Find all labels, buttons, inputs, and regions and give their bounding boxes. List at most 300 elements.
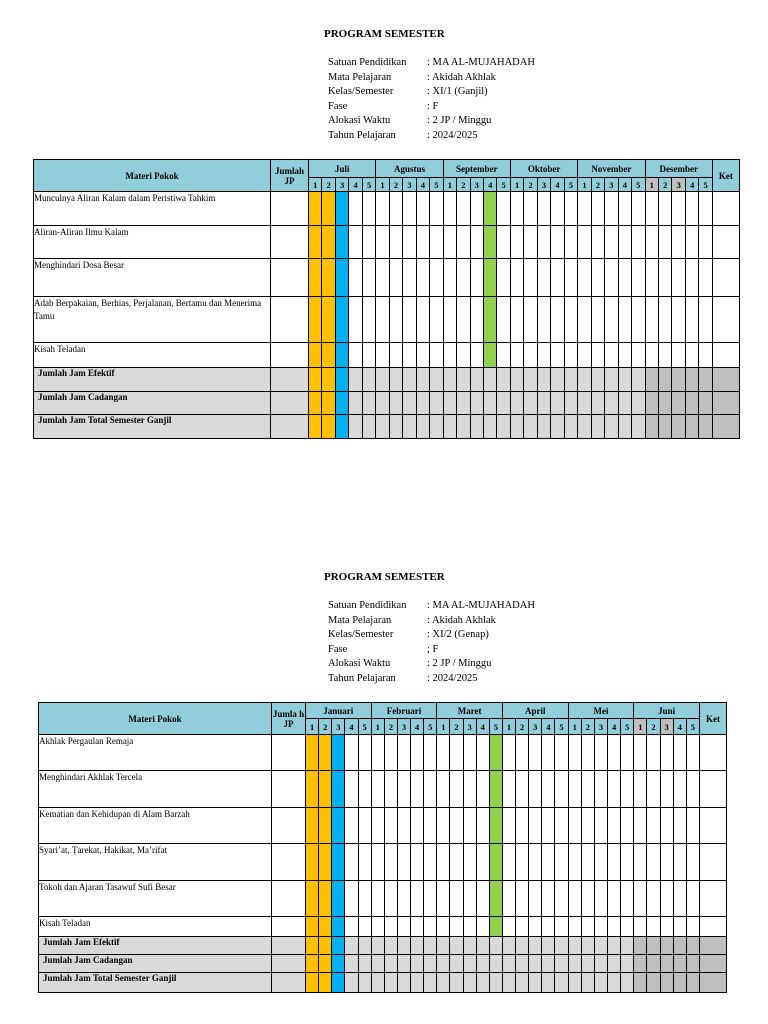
- week-cell: [484, 259, 497, 297]
- week-cell: [389, 297, 402, 343]
- week-cell: [322, 343, 335, 368]
- jp-cell: [272, 844, 306, 881]
- week-cell: [484, 192, 497, 226]
- week-cell: [502, 771, 515, 808]
- info-label: Mata Pelajaran: [328, 71, 392, 83]
- week-cell: [618, 297, 631, 343]
- week-number: 5: [424, 719, 437, 735]
- week-cell: [524, 297, 537, 343]
- week-cell: [594, 937, 607, 955]
- week-cell: [564, 415, 578, 439]
- week-cell: [686, 771, 699, 808]
- week-cell: [376, 415, 389, 439]
- page1-info: [328, 56, 535, 143]
- week-cell: [335, 259, 348, 297]
- week-cell: [686, 955, 699, 973]
- week-cell: [397, 844, 410, 881]
- week-number: 3: [397, 719, 410, 735]
- week-cell: [673, 881, 686, 917]
- summary-label: Jumlah Jam Total Semester Ganjil: [34, 415, 271, 439]
- week-cell: [660, 808, 673, 844]
- week-cell: [411, 973, 424, 993]
- week-number: 5: [686, 719, 699, 735]
- week-cell: [463, 937, 476, 955]
- week-cell: [645, 226, 658, 259]
- week-number: 1: [437, 719, 450, 735]
- week-cell: [542, 808, 555, 844]
- week-cell: [349, 415, 362, 439]
- week-cell: [647, 808, 660, 844]
- week-cell: [309, 226, 322, 259]
- week-cell: [564, 343, 578, 368]
- week-cell: [621, 844, 634, 881]
- week-cell: [660, 881, 673, 917]
- table-row: [34, 297, 740, 343]
- week-cell: [309, 259, 322, 297]
- week-cell: [322, 259, 335, 297]
- jp-cell: [271, 392, 309, 415]
- week-cell: [581, 973, 594, 993]
- jumlah-jp-header: Jumla h JP: [272, 703, 306, 735]
- jp-cell: [272, 771, 306, 808]
- week-cell: [537, 226, 550, 259]
- week-cell: [437, 917, 450, 937]
- week-cell: [686, 844, 699, 881]
- week-number: 2: [322, 178, 335, 192]
- week-cell: [542, 955, 555, 973]
- week-cell: [389, 226, 402, 259]
- info-label: Kelas/Semester: [328, 629, 394, 640]
- week-cell: [349, 192, 362, 226]
- week-cell: [376, 368, 389, 392]
- week-cell: [371, 735, 384, 771]
- week-number: 1: [634, 719, 647, 735]
- summary-row: [34, 392, 740, 415]
- week-cell: [416, 259, 429, 297]
- week-cell: [659, 192, 672, 226]
- week-cell: [699, 297, 712, 343]
- week-cell: [685, 192, 698, 226]
- week-cell: [457, 343, 470, 368]
- week-cell: [335, 192, 348, 226]
- week-cell: [319, 771, 332, 808]
- week-cell: [319, 955, 332, 973]
- week-cell: [335, 368, 348, 392]
- info-value: : 2024/2025: [427, 129, 478, 141]
- week-number: 2: [581, 719, 594, 735]
- week-cell: [660, 973, 673, 993]
- week-number: 2: [450, 719, 463, 735]
- week-cell: [497, 226, 510, 259]
- week-cell: [403, 297, 416, 343]
- week-cell: [489, 844, 502, 881]
- week-cell: [608, 771, 621, 808]
- week-number: 1: [443, 178, 456, 192]
- week-cell: [335, 343, 348, 368]
- materi-cell: Akhlak Pergaulan Remaja: [39, 735, 272, 771]
- page1-title: PROGRAM SEMESTER: [324, 28, 445, 40]
- week-cell: [542, 917, 555, 937]
- week-cell: [362, 297, 376, 343]
- info-row: [328, 85, 535, 100]
- week-cell: [632, 226, 646, 259]
- week-cell: [564, 192, 578, 226]
- week-cell: [555, 917, 568, 937]
- week-cell: [349, 226, 362, 259]
- week-cell: [463, 844, 476, 881]
- ket-cell: [712, 259, 739, 297]
- week-cell: [634, 808, 647, 844]
- week-cell: [371, 937, 384, 955]
- week-cell: [322, 297, 335, 343]
- week-cell: [450, 844, 463, 881]
- week-cell: [430, 368, 444, 392]
- week-cell: [537, 392, 550, 415]
- week-cell: [345, 735, 358, 771]
- info-label: Satuan Pendidikan: [328, 600, 407, 611]
- week-cell: [332, 771, 345, 808]
- week-cell: [537, 259, 550, 297]
- week-cell: [335, 392, 348, 415]
- week-cell: [645, 192, 658, 226]
- week-number: 4: [416, 178, 429, 192]
- week-cell: [306, 917, 319, 937]
- week-cell: [322, 415, 335, 439]
- week-cell: [371, 844, 384, 881]
- week-cell: [437, 881, 450, 917]
- week-cell: [309, 343, 322, 368]
- week-cell: [510, 259, 523, 297]
- week-cell: [497, 368, 510, 392]
- jp-cell: [271, 368, 309, 392]
- table-row: [39, 844, 727, 881]
- week-cell: [437, 771, 450, 808]
- info-value: : MA AL-MUJAHADAH: [427, 57, 535, 68]
- week-cell: [510, 192, 523, 226]
- ket-cell: [699, 844, 726, 881]
- week-cell: [416, 192, 429, 226]
- week-cell: [645, 343, 658, 368]
- week-cell: [524, 368, 537, 392]
- week-cell: [371, 973, 384, 993]
- jp-cell: [272, 917, 306, 937]
- week-cell: [660, 955, 673, 973]
- week-cell: [673, 735, 686, 771]
- info-value: : Akidah Akhlak: [427, 614, 496, 626]
- info-row: [328, 657, 535, 672]
- week-cell: [699, 368, 712, 392]
- week-number: 3: [660, 719, 673, 735]
- week-cell: [443, 192, 456, 226]
- week-cell: [645, 259, 658, 297]
- ket-cell: [699, 771, 726, 808]
- month-header: Agustus: [376, 160, 443, 178]
- week-cell: [411, 808, 424, 844]
- info-value: : XI/2 (Genap): [427, 629, 489, 640]
- week-cell: [659, 368, 672, 392]
- week-number: 3: [672, 178, 685, 192]
- week-cell: [699, 259, 712, 297]
- info-value: : XI/1 (Ganjil): [427, 86, 488, 97]
- summary-label: Jumlah Jam Total Semester Ganjil: [39, 973, 272, 993]
- week-cell: [332, 937, 345, 955]
- week-cell: [309, 192, 322, 226]
- week-cell: [424, 881, 437, 917]
- week-cell: [416, 392, 429, 415]
- week-cell: [502, 844, 515, 881]
- week-cell: [502, 973, 515, 993]
- week-cell: [489, 917, 502, 937]
- week-cell: [634, 881, 647, 917]
- week-number: 4: [349, 178, 362, 192]
- materi-cell: Menghindari Dosa Besar: [34, 259, 271, 297]
- week-cell: [349, 259, 362, 297]
- week-cell: [358, 735, 371, 771]
- week-cell: [319, 844, 332, 881]
- jp-cell: [271, 226, 309, 259]
- week-cell: [594, 917, 607, 937]
- week-cell: [686, 917, 699, 937]
- ket-cell: [712, 226, 739, 259]
- week-cell: [542, 844, 555, 881]
- week-cell: [358, 808, 371, 844]
- week-cell: [673, 808, 686, 844]
- week-cell: [634, 937, 647, 955]
- week-cell: [450, 771, 463, 808]
- week-cell: [568, 917, 581, 937]
- ket-cell: [699, 808, 726, 844]
- week-cell: [470, 259, 483, 297]
- materi-pokok-header: Materi Pokok: [34, 160, 271, 192]
- week-number: 5: [555, 719, 568, 735]
- week-number: 3: [605, 178, 618, 192]
- week-cell: [319, 881, 332, 917]
- week-cell: [345, 844, 358, 881]
- week-cell: [443, 392, 456, 415]
- week-cell: [397, 937, 410, 955]
- jp-cell: [272, 937, 306, 955]
- week-cell: [430, 226, 444, 259]
- week-cell: [537, 343, 550, 368]
- week-cell: [524, 415, 537, 439]
- week-cell: [568, 735, 581, 771]
- table-row: [39, 735, 727, 771]
- week-cell: [673, 844, 686, 881]
- week-cell: [335, 297, 348, 343]
- week-cell: [660, 937, 673, 955]
- week-cell: [345, 771, 358, 808]
- week-cell: [376, 226, 389, 259]
- week-cell: [632, 297, 646, 343]
- week-cell: [376, 343, 389, 368]
- week-cell: [510, 368, 523, 392]
- week-cell: [322, 368, 335, 392]
- week-cell: [578, 297, 591, 343]
- week-number: 1: [645, 178, 658, 192]
- week-cell: [403, 392, 416, 415]
- week-cell: [672, 343, 685, 368]
- week-cell: [424, 917, 437, 937]
- week-cell: [332, 917, 345, 937]
- week-number: 5: [699, 178, 712, 192]
- week-cell: [349, 392, 362, 415]
- week-cell: [608, 955, 621, 973]
- week-cell: [476, 771, 489, 808]
- week-cell: [516, 735, 529, 771]
- week-cell: [306, 955, 319, 973]
- week-number: 4: [673, 719, 686, 735]
- week-cell: [306, 937, 319, 955]
- month-header: Februari: [371, 703, 437, 719]
- week-cell: [322, 392, 335, 415]
- week-cell: [384, 937, 397, 955]
- week-cell: [578, 259, 591, 297]
- week-number: 4: [484, 178, 497, 192]
- week-cell: [502, 735, 515, 771]
- week-cell: [660, 844, 673, 881]
- week-cell: [403, 226, 416, 259]
- week-cell: [416, 297, 429, 343]
- week-cell: [411, 955, 424, 973]
- week-cell: [443, 415, 456, 439]
- week-cell: [437, 735, 450, 771]
- week-cell: [457, 392, 470, 415]
- week-cell: [397, 955, 410, 973]
- week-cell: [647, 735, 660, 771]
- week-cell: [542, 881, 555, 917]
- info-label: Fase: [328, 100, 348, 112]
- week-number: 3: [537, 178, 550, 192]
- week-number: 2: [457, 178, 470, 192]
- week-cell: [529, 881, 542, 917]
- month-header: September: [443, 160, 510, 178]
- week-cell: [608, 844, 621, 881]
- week-cell: [555, 881, 568, 917]
- week-number: 5: [497, 178, 510, 192]
- ket-cell: [699, 735, 726, 771]
- week-cell: [306, 735, 319, 771]
- week-cell: [555, 937, 568, 955]
- jp-cell: [272, 881, 306, 917]
- week-cell: [537, 192, 550, 226]
- week-cell: [332, 808, 345, 844]
- week-cell: [463, 955, 476, 973]
- week-cell: [384, 955, 397, 973]
- info-row: [328, 100, 535, 115]
- info-value: : F: [427, 100, 439, 112]
- week-cell: [542, 771, 555, 808]
- week-cell: [672, 259, 685, 297]
- week-cell: [403, 192, 416, 226]
- info-row: [328, 643, 535, 658]
- week-cell: [578, 226, 591, 259]
- week-cell: [309, 415, 322, 439]
- week-cell: [424, 955, 437, 973]
- summary-row: [34, 368, 740, 392]
- week-cell: [470, 297, 483, 343]
- week-cell: [608, 735, 621, 771]
- ket-cell: [712, 192, 739, 226]
- ket-cell: [712, 415, 739, 439]
- week-cell: [632, 259, 646, 297]
- week-cell: [621, 808, 634, 844]
- week-cell: [529, 808, 542, 844]
- week-cell: [319, 735, 332, 771]
- week-cell: [389, 415, 402, 439]
- week-cell: [660, 917, 673, 937]
- week-cell: [685, 226, 698, 259]
- week-cell: [686, 735, 699, 771]
- week-cell: [686, 808, 699, 844]
- info-row: [328, 71, 535, 86]
- week-cell: [463, 917, 476, 937]
- page2-title: PROGRAM SEMESTER: [324, 571, 445, 583]
- week-cell: [476, 844, 489, 881]
- week-cell: [345, 937, 358, 955]
- week-number: 3: [594, 719, 607, 735]
- info-row: [328, 672, 535, 687]
- materi-cell: Kisah Teladan: [34, 343, 271, 368]
- info-row: [328, 114, 535, 129]
- jp-cell: [272, 955, 306, 973]
- week-cell: [605, 343, 618, 368]
- week-cell: [605, 192, 618, 226]
- table-row: [39, 808, 727, 844]
- week-cell: [470, 368, 483, 392]
- week-cell: [319, 917, 332, 937]
- ket-cell: [712, 343, 739, 368]
- week-cell: [376, 259, 389, 297]
- week-cell: [502, 881, 515, 917]
- week-cell: [555, 808, 568, 844]
- table-row: [34, 192, 740, 226]
- week-cell: [358, 771, 371, 808]
- summary-row: [39, 973, 727, 993]
- ket-header: Ket: [699, 703, 726, 735]
- month-header: November: [578, 160, 645, 178]
- info-label: Alokasi Waktu: [328, 658, 391, 669]
- week-cell: [568, 955, 581, 973]
- week-cell: [621, 917, 634, 937]
- week-cell: [345, 808, 358, 844]
- week-cell: [632, 192, 646, 226]
- week-cell: [437, 808, 450, 844]
- week-cell: [450, 955, 463, 973]
- week-cell: [389, 343, 402, 368]
- week-cell: [659, 259, 672, 297]
- week-cell: [672, 226, 685, 259]
- week-cell: [542, 937, 555, 955]
- week-number: 1: [510, 178, 523, 192]
- week-cell: [529, 735, 542, 771]
- month-header: Juli: [309, 160, 376, 178]
- week-number: 4: [685, 178, 698, 192]
- table-row: [34, 343, 740, 368]
- week-cell: [376, 192, 389, 226]
- week-cell: [443, 259, 456, 297]
- week-number: 1: [371, 719, 384, 735]
- info-label: Tahun Pelajaran: [328, 672, 396, 684]
- week-cell: [430, 415, 444, 439]
- week-cell: [450, 973, 463, 993]
- week-cell: [645, 415, 658, 439]
- week-cell: [470, 392, 483, 415]
- week-cell: [605, 368, 618, 392]
- week-cell: [581, 771, 594, 808]
- week-cell: [699, 415, 712, 439]
- week-cell: [463, 808, 476, 844]
- week-cell: [411, 937, 424, 955]
